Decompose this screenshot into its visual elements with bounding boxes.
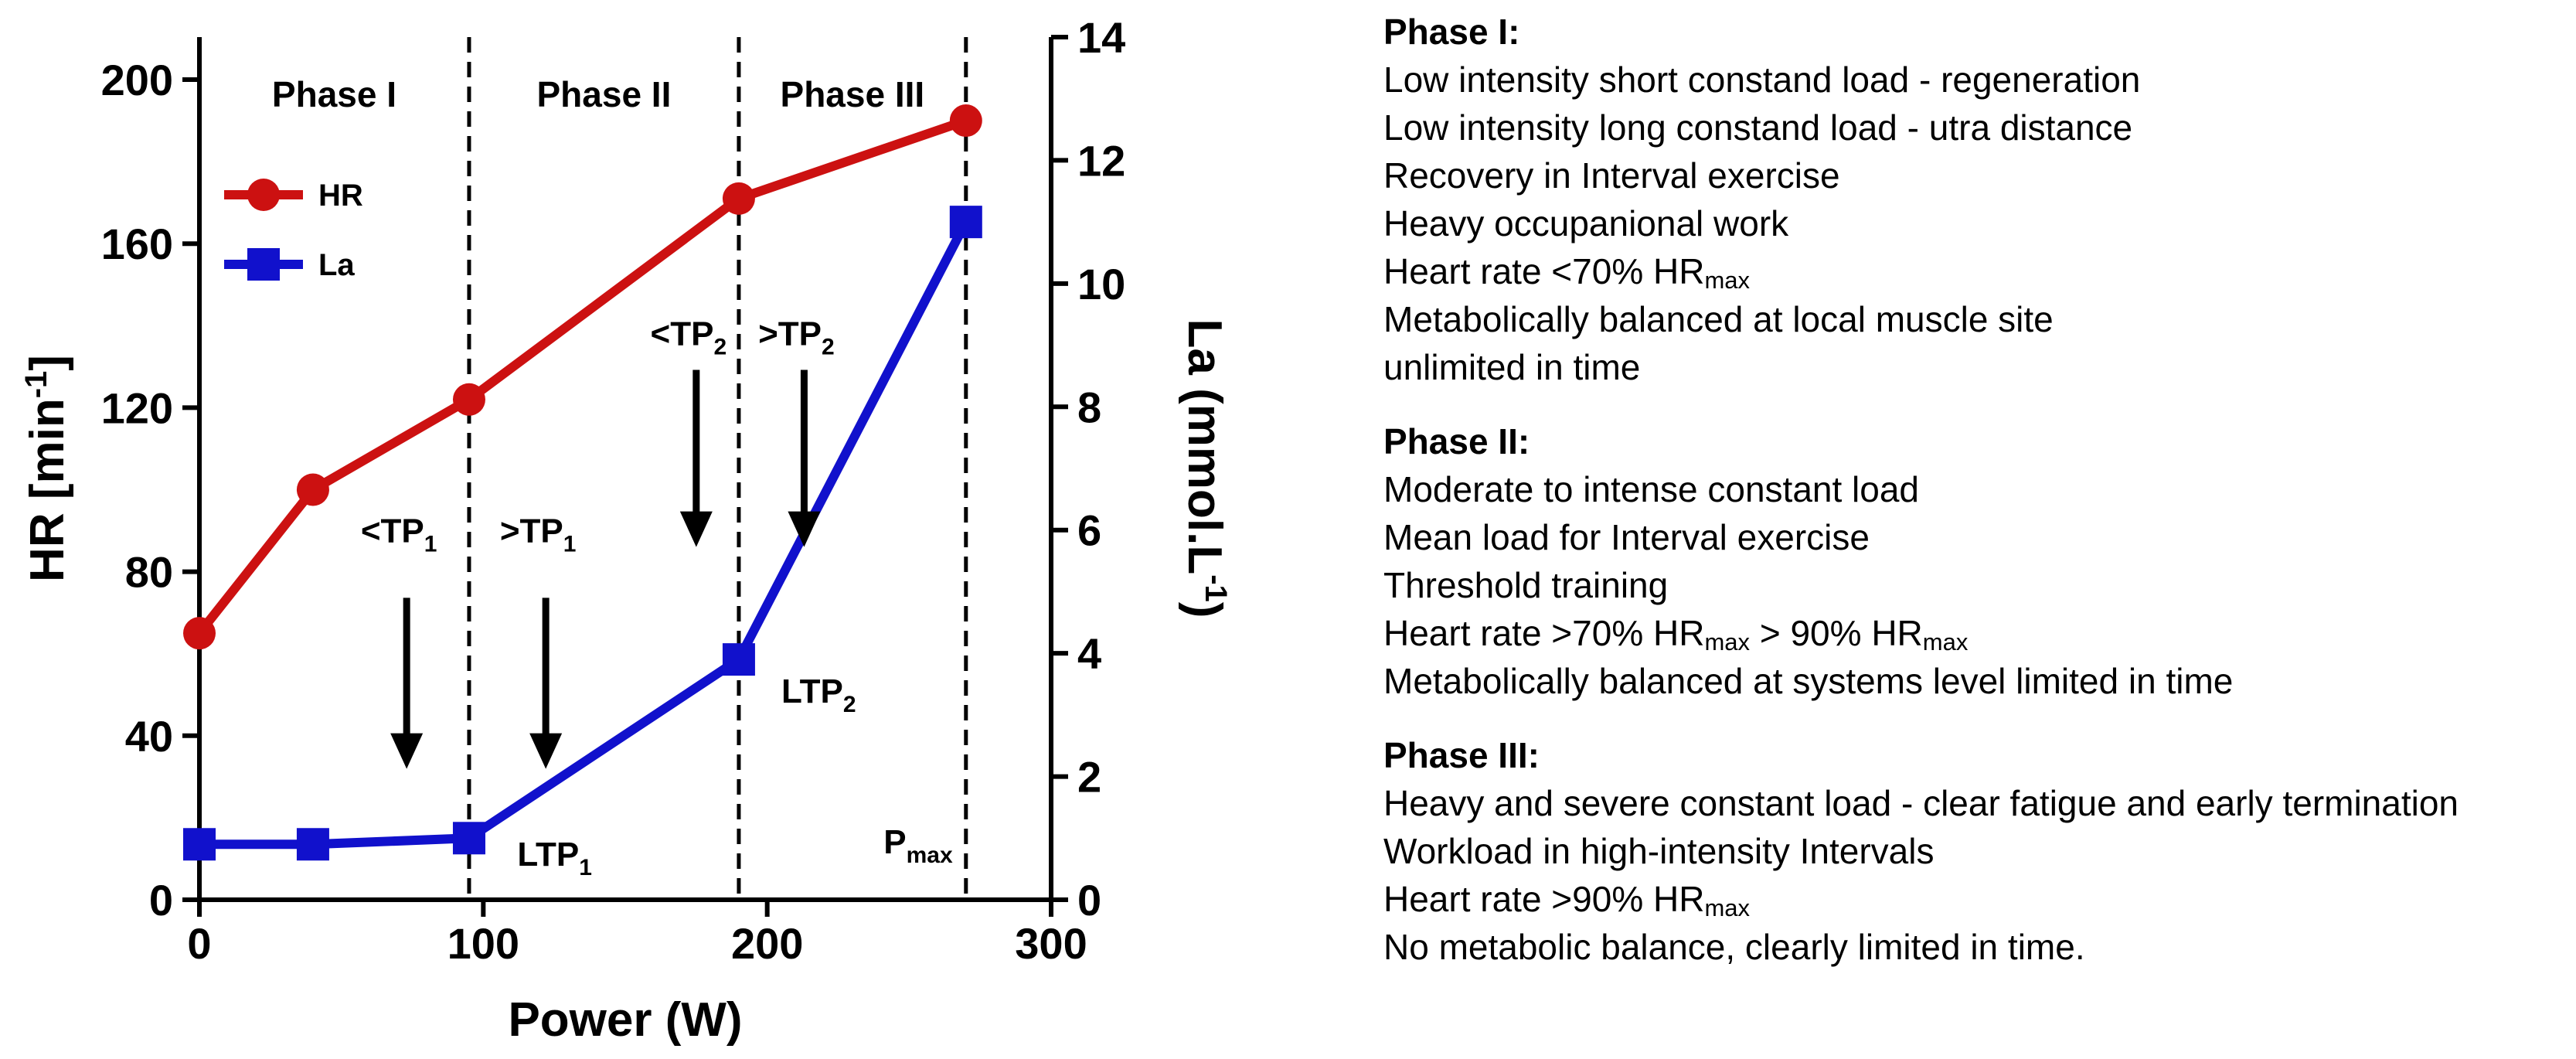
- y-right-tick-label: 4: [1077, 629, 1102, 679]
- y-right-axis-title: La $(mmol.L^{-1})$: [1178, 318, 1233, 618]
- phase-block: [1383, 731, 2566, 971]
- legend-label-La: La: [318, 248, 355, 282]
- annotation-arrow-head: [390, 734, 423, 769]
- annotation-arrow-head: [788, 512, 820, 547]
- phase-description-line: [1383, 561, 2566, 609]
- legend-marker-HR: [247, 179, 280, 211]
- phase-description-line: [1383, 247, 2566, 295]
- legend-marker-La: [247, 248, 280, 281]
- phase-description-line: [1383, 199, 2566, 247]
- phase-description-line: [1383, 513, 2566, 561]
- y-right-tick-label: 8: [1077, 383, 1102, 432]
- threshold-annotation: $<TP_1$: [360, 512, 437, 557]
- data-point-HR: [453, 383, 485, 416]
- annotation-arrow-head: [529, 734, 562, 769]
- line-subscript: max: [1922, 628, 1969, 655]
- y-right-tick-label: 0: [1077, 876, 1102, 924]
- threshold-annotation: $<TP_2$: [650, 315, 727, 360]
- y-right-tick-label: 6: [1077, 506, 1102, 555]
- phase-description-line: [1383, 343, 2566, 391]
- line-text: Low intensity short constand load - regeneration: [1383, 60, 2141, 100]
- phase-description-line: [1383, 56, 2566, 104]
- y-left-tick-label: 120: [100, 383, 173, 433]
- data-point-La: [183, 828, 216, 860]
- line-text: Heavy and severe constant load - clear fatigue and early termination: [1383, 783, 2459, 823]
- threshold-annotation: $>TP_2$: [758, 315, 835, 360]
- phase-description-line: [1383, 875, 2566, 923]
- phase-block: [1383, 8, 2566, 391]
- line-text-continued: > 90% HR: [1750, 613, 1923, 653]
- line-text: Metabolically balanced at local muscle site: [1383, 299, 2054, 339]
- data-point-HR: [183, 617, 216, 649]
- data-point-La: [297, 828, 329, 860]
- phase-description-panel: [1383, 8, 2566, 1051]
- line-text: Metabolically balanced at systems level limited in time: [1383, 661, 2234, 701]
- phase-block: [1383, 417, 2566, 705]
- annotation-arrow-head: [680, 512, 713, 547]
- line-text: Heart rate <70% HR: [1383, 251, 1705, 291]
- x-tick-label: 200: [730, 919, 804, 968]
- data-point-La: [453, 822, 485, 854]
- phase-description-line: [1383, 104, 2566, 152]
- y-left-tick-label: 200: [100, 56, 173, 104]
- line-text: No metabolic balance, clearly limited in time.: [1383, 927, 2085, 967]
- phase-description-line: [1383, 295, 2566, 343]
- point-label: $LTP_1$: [517, 836, 592, 881]
- phase-heading: Phase III:: [1383, 735, 1540, 775]
- y-right-tick-label: 12: [1077, 136, 1126, 186]
- threshold-annotation: $>TP_1$: [499, 512, 577, 557]
- phase-description-line: [1383, 827, 2566, 875]
- line-text: Threshold training: [1383, 565, 1669, 605]
- phase-heading: Phase II:: [1383, 421, 1530, 461]
- y-left-tick-label: 80: [124, 547, 173, 597]
- line-subscript: max: [1704, 894, 1751, 921]
- y-right-tick-label: 14: [1077, 13, 1126, 62]
- line-text: Mean load for Interval exercise: [1383, 517, 1870, 557]
- series-line-HR: [199, 121, 966, 633]
- phase-heading: Phase I:: [1383, 12, 1520, 52]
- data-point-La: [950, 206, 982, 238]
- point-label: $LTP_2$: [781, 672, 856, 717]
- line-text: Heart rate >90% HR: [1383, 879, 1705, 919]
- phase-label: Phase II: [536, 74, 672, 114]
- line-text: unlimited in time: [1383, 347, 1641, 387]
- x-tick-label: 0: [187, 919, 212, 968]
- y-left-tick-label: 0: [148, 876, 173, 924]
- phase-description-line: [1383, 657, 2566, 705]
- phase-label: Phase I: [271, 74, 397, 114]
- y-left-tick-label: 40: [124, 711, 173, 761]
- data-point-HR: [297, 474, 329, 506]
- line-text: Low intensity long constand load - utra distance: [1383, 107, 2133, 148]
- line-text: Recovery in Interval exercise: [1383, 155, 1840, 196]
- y-left-axis-title: HR $[\min^{-1}]$: [19, 355, 74, 582]
- line-subscript: max: [1704, 267, 1751, 294]
- line-text: Moderate to intense constant load: [1383, 469, 1920, 509]
- phase-description-line: [1383, 779, 2566, 827]
- x-tick-label: 300: [1015, 919, 1087, 968]
- line-text: Heavy occupanional work: [1383, 203, 1789, 243]
- line-subscript: max: [1704, 628, 1751, 655]
- phase-description-line: [1383, 609, 2566, 657]
- y-left-tick-label: 160: [100, 220, 173, 269]
- phase-description-line: [1383, 923, 2566, 971]
- phase-label: Phase III: [780, 74, 925, 114]
- data-point-HR: [950, 104, 982, 137]
- point-label: $P_{max}$: [883, 823, 953, 869]
- x-tick-label: 100: [447, 919, 520, 968]
- line-text: Workload in high-intensity Intervals: [1383, 831, 1935, 871]
- phase-description-line: [1383, 152, 2566, 199]
- data-point-HR: [723, 182, 755, 215]
- line-text: Heart rate >70% HR: [1383, 613, 1705, 653]
- y-right-tick-label: 10: [1077, 259, 1126, 308]
- y-right-tick-label: 2: [1077, 752, 1102, 802]
- legend-label-HR: HR: [318, 179, 363, 213]
- phase-description-line: [1383, 465, 2566, 513]
- x-axis-title: Power (W): [508, 993, 743, 1047]
- data-point-La: [723, 643, 755, 676]
